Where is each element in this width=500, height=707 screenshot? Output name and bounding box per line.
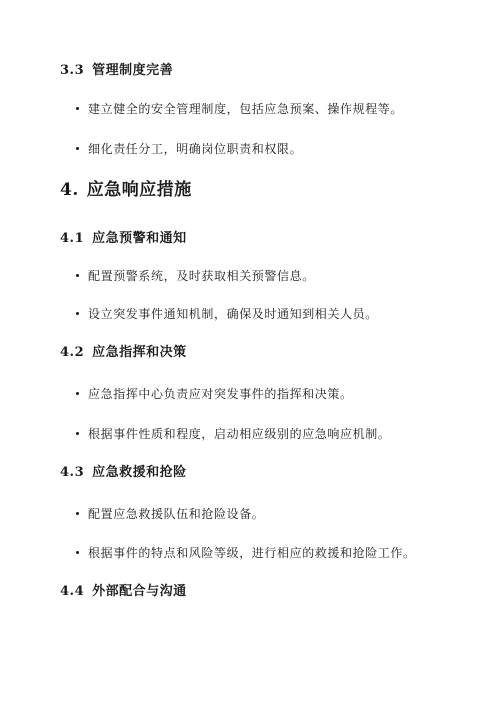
list-item-text: 根据事件的特点和风险等级，进行相应的救援和抢险工作。 bbox=[88, 546, 416, 560]
heading-number: 3.3 bbox=[60, 63, 85, 78]
list-item bbox=[76, 141, 302, 157]
heading-number: 4.1 bbox=[60, 231, 85, 246]
bullet-icon bbox=[76, 392, 79, 395]
heading-title: 管理制度完善 bbox=[92, 63, 174, 78]
bullet-icon bbox=[76, 274, 79, 277]
heading-number: 4.3 bbox=[60, 465, 85, 480]
heading-number: 4.2 bbox=[60, 345, 85, 360]
bullet-icon bbox=[76, 107, 79, 110]
list-item-text: 设立突发事件通知机制，确保及时通知到相关人员。 bbox=[88, 307, 378, 321]
list-item-text: 应急指挥中心负责应对突发事件的指挥和决策。 bbox=[88, 387, 353, 401]
heading-4-2 bbox=[60, 345, 187, 361]
heading-title: 应急指挥和决策 bbox=[92, 345, 187, 360]
list-item bbox=[76, 545, 416, 561]
heading-title: 应急预警和通知 bbox=[92, 231, 187, 246]
list-item-text: 配置预警系统，及时获取相关预警信息。 bbox=[88, 269, 315, 283]
heading-number: 4. bbox=[60, 180, 79, 200]
heading-number: 4.4 bbox=[60, 584, 85, 599]
list-item bbox=[76, 386, 353, 402]
bullet-icon bbox=[76, 512, 79, 515]
bullet-icon bbox=[76, 147, 79, 150]
heading-title: 应急救援和抢险 bbox=[92, 465, 187, 480]
list-item bbox=[76, 426, 390, 442]
list-item bbox=[76, 506, 264, 522]
list-item bbox=[76, 268, 315, 284]
list-item-text: 根据事件性质和程度，启动相应级别的应急响应机制。 bbox=[88, 427, 391, 441]
list-item-text: 建立健全的安全管理制度，包括应急预案、操作规程等。 bbox=[88, 102, 404, 116]
bullet-icon bbox=[76, 312, 79, 315]
list-item bbox=[76, 101, 403, 117]
heading-4 bbox=[60, 180, 192, 200]
heading-4-4 bbox=[60, 584, 187, 600]
heading-title: 外部配合与沟通 bbox=[92, 584, 187, 599]
list-item-text: 配置应急救援队伍和抢险设备。 bbox=[88, 507, 265, 521]
bullet-icon bbox=[76, 432, 79, 435]
list-item-text: 细化责任分工，明确岗位职责和权限。 bbox=[88, 142, 303, 156]
bullet-icon bbox=[76, 551, 79, 554]
heading-title: 应急响应措施 bbox=[86, 180, 192, 200]
list-item bbox=[76, 306, 378, 322]
heading-3-3 bbox=[60, 63, 173, 79]
heading-4-1 bbox=[60, 231, 187, 247]
heading-4-3 bbox=[60, 465, 187, 481]
